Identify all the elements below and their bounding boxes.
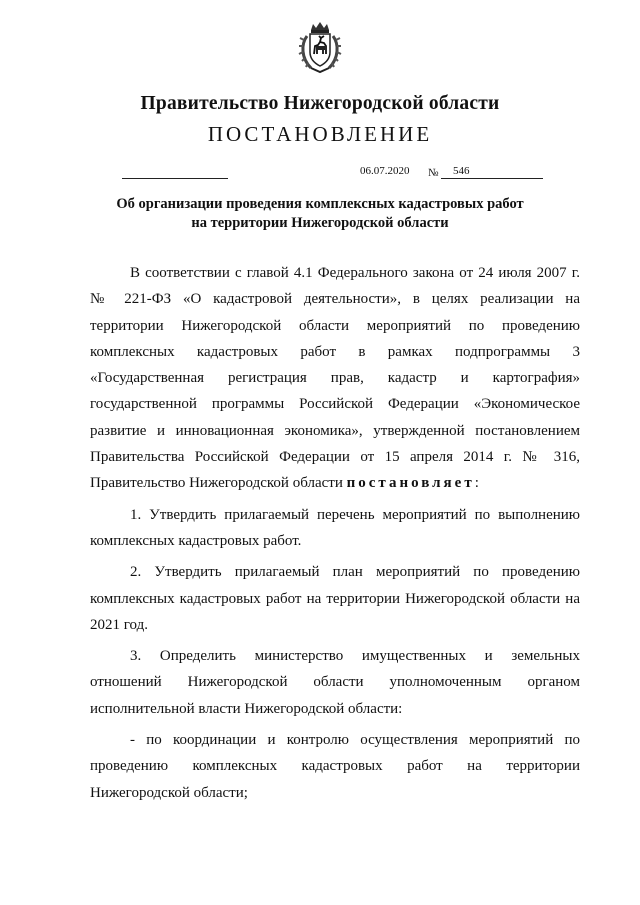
item-1-paragraph: 1. Утвердить прилагаемый перечень мероприятий по выполнению комплексных кадастровых работ. (90, 506, 580, 549)
document-date: 06.07.2020 (360, 165, 410, 177)
preamble-paragraph (90, 260, 580, 497)
preamble-text: В соответствии с главой 4.1 Федерального закона от 24 июля 2007 г. № 221-ФЗ «О кадастровой деятельности», в целях реализации на территории Нижегородской области мероприятий по проведению комплексных кадастровых работ в рамках подпрограммы 3 «Государственная регистрация прав, кадастр и картография» государственной программы Российской Федерации «Экономическое развитие и инновационная экономика», утвержденной постановлением Правительства Российской Федерации от 15 апреля 2014 г. № 316, Правительство Нижегородской области (90, 265, 580, 492)
document-body (90, 260, 580, 811)
blank-date-line (122, 178, 228, 179)
resolves-colon: : (474, 475, 479, 492)
government-title: Правительство Нижегородской области (140, 93, 500, 114)
document-type: ПОСТАНОВЛЕНИЕ (207, 122, 433, 146)
resolves-word: постановляет (346, 475, 475, 492)
subject-line-2: на территории Нижегородской области (191, 215, 449, 231)
document-number: 546 (441, 165, 543, 179)
coat-of-arms-emblem (297, 20, 343, 74)
subject-line-1: Об организации проведения комплексных кадастровых работ (116, 196, 524, 212)
document-subject (0, 195, 640, 233)
item-3-paragraph: 3. Определить министерство имущественных и земельных отношений Нижегородской области уполномоченным органом исполнительной власти Нижегородской области: (90, 648, 580, 717)
number-sign: № (428, 167, 439, 179)
item-2-paragraph: 2. Утвердить прилагаемый план мероприятий по проведению комплексных кадастровых работ на территории Нижегородской области на 2021 год. (90, 564, 580, 633)
item-3-subitem-1: - по координации и контролю осуществления мероприятий по проведению комплексных кадастровых работ на территории Нижегородской области; (90, 732, 580, 801)
